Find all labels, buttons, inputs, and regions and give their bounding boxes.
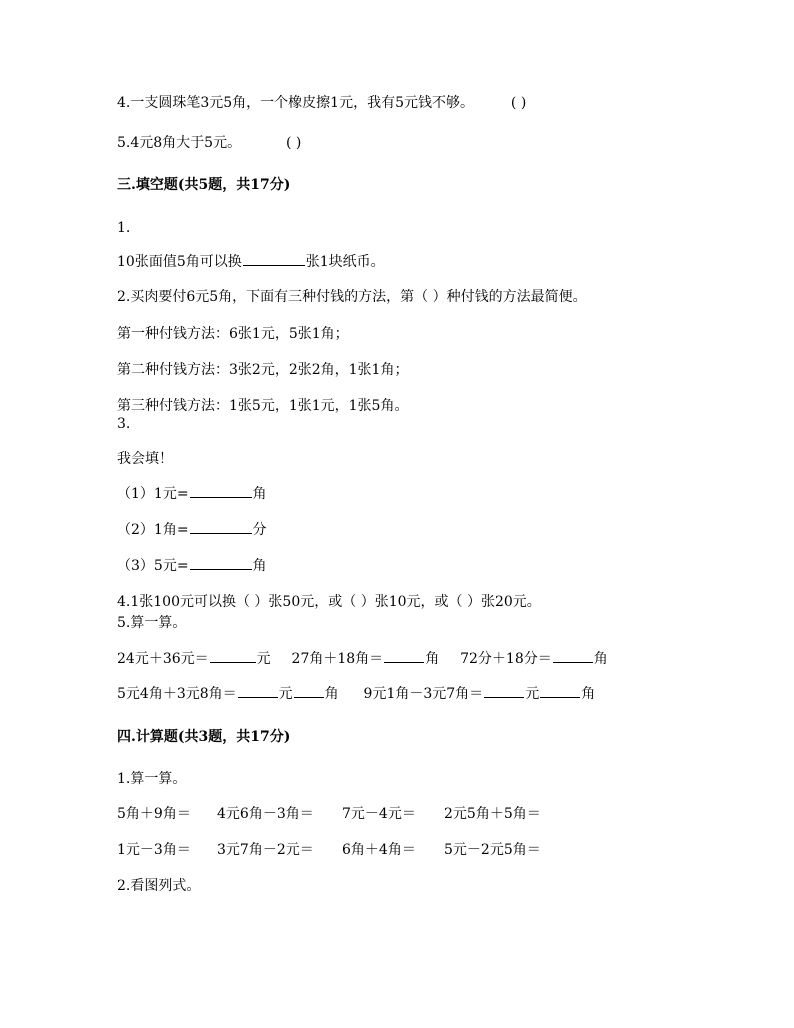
answer-blank[interactable] [384, 661, 424, 663]
fill-question-1-text-b: 张1块纸币。 [305, 254, 385, 270]
answer-blank[interactable] [540, 696, 580, 698]
fill-question-5-title: 5.算一算。 [117, 615, 187, 631]
calc-grid-row-2 [117, 841, 541, 859]
item-unit: 角 [252, 486, 267, 502]
calc-unit: 角 [425, 651, 440, 667]
calc-question-2-title: 2.看图列式。 [117, 878, 201, 894]
fill-question-1 [117, 253, 385, 271]
answer-blank[interactable] [294, 696, 324, 698]
calc-expression: 27角＋18角＝ [291, 651, 384, 667]
fill-question-3-item-1 [117, 485, 267, 503]
calc-expression: 24元＋36元＝ [117, 651, 209, 667]
answer-blank[interactable] [484, 696, 524, 698]
payment-method-3: 第三种付钱方法：1张5元，1张1元，1张5角。 [117, 398, 409, 414]
item-text: （1）1元= [117, 486, 189, 502]
payment-method-2: 第二种付钱方法：3张2元，2张2角，1张1角； [117, 362, 409, 378]
section-3-heading: 三.填空题(共5题，共17分) [117, 177, 291, 193]
calc-unit: 元 [256, 651, 271, 667]
answer-parentheses[interactable]: ( ) [286, 135, 302, 151]
calc-expression: 6角＋4角＝ [342, 842, 416, 858]
section-4-heading: 四.计算题(共3题，共17分) [117, 729, 291, 745]
fill-question-1-text-a: 10张面值5角可以换 [117, 254, 242, 270]
item-text: （2）1角= [117, 522, 189, 538]
answer-blank[interactable] [238, 696, 278, 698]
judge-question-5-text: 5.4元8角大于5元。 [117, 135, 242, 151]
calc-expression: 4元6角－3角＝ [217, 806, 314, 822]
fill-question-3-item-2 [117, 521, 267, 539]
judge-question-4 [117, 94, 526, 112]
calc-unit: 元 [525, 686, 540, 702]
calc-expression: 7元－4元＝ [342, 806, 416, 822]
calc-grid-row-1 [117, 805, 541, 823]
answer-parentheses[interactable]: ( ) [510, 95, 527, 111]
fill-question-1-number: 1. [117, 220, 131, 236]
item-unit: 分 [252, 522, 267, 538]
fill-question-2: 2.买肉要付6元5角，下面有三种付钱的方法，第（ ）种付钱的方法最简便。 [117, 289, 587, 305]
calc-expression: 5角＋9角＝ [117, 806, 191, 822]
calc-unit: 元 [278, 686, 293, 702]
fill-question-4: 4.1张100元可以换（ ）张50元，或（ ）张10元，或（ ）张20元。 [117, 594, 541, 610]
answer-blank[interactable] [243, 264, 305, 266]
answer-blank[interactable] [553, 661, 593, 663]
calc-expression: 1元－3角＝ [117, 842, 191, 858]
calc-row-1 [117, 650, 608, 668]
item-text: （3）5元= [117, 558, 189, 574]
calc-unit: 角 [593, 651, 608, 667]
answer-blank[interactable] [190, 568, 252, 570]
calc-question-1-title: 1.算一算。 [117, 771, 187, 787]
judge-question-5 [117, 134, 301, 152]
calc-expression: 5元－2元5角＝ [444, 842, 541, 858]
calc-expression: 72分＋18分＝ [460, 651, 552, 667]
calc-expression: 5元4角＋3元8角＝ [117, 686, 237, 702]
fill-question-3-item-3 [117, 557, 267, 575]
fill-question-3-number: 3. [117, 416, 131, 432]
item-unit: 角 [252, 558, 267, 574]
payment-method-1: 第一种付钱方法：6张1元，5张1角； [117, 326, 349, 342]
calc-expression: 3元7角－2元＝ [217, 842, 314, 858]
answer-blank[interactable] [190, 532, 252, 534]
fill-question-3-intro: 我会填！ [117, 451, 173, 467]
calc-expression: 2元5角＋5角＝ [444, 806, 541, 822]
answer-blank[interactable] [210, 661, 256, 663]
judge-question-4-text: 4.一支圆珠笔3元5角，一个橡皮擦1元，我有5元钱不够。 [117, 95, 474, 111]
calc-unit: 角 [581, 686, 596, 702]
calc-unit: 角 [324, 686, 339, 702]
calc-expression: 9元1角－3元7角＝ [363, 686, 484, 702]
answer-blank[interactable] [190, 496, 252, 498]
calc-row-2 [117, 685, 595, 703]
